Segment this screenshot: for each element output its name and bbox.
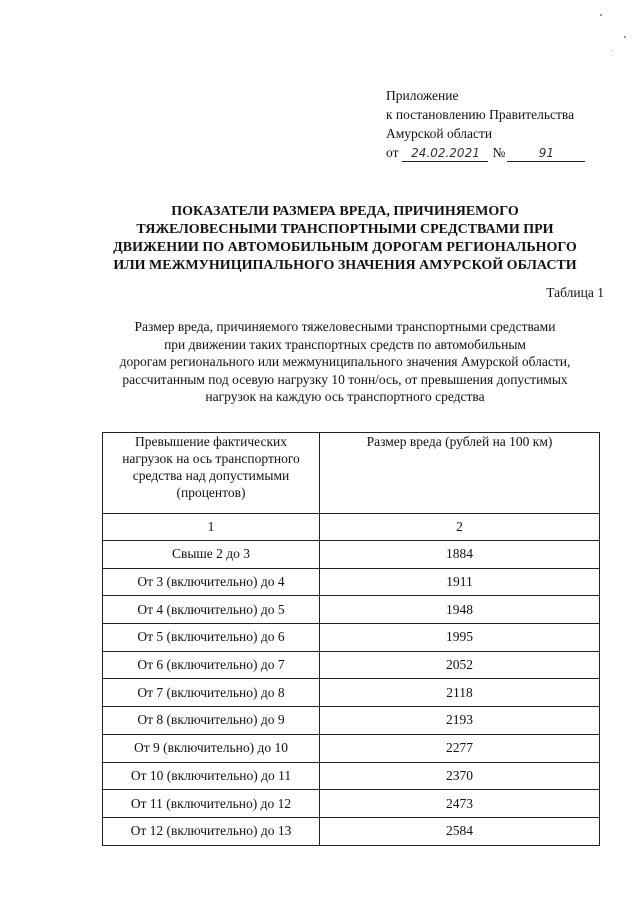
caption-line: нагрузок на каждую ось транспортного средства [205, 389, 485, 405]
table-row [103, 817, 600, 845]
title-line: ДВИЖЕНИИ ПО АВТОМОБИЛЬНЫМ ДОРОГАМ РЕГИОНАЛЬНОГО [113, 240, 577, 255]
range-cell: От 11 (включительно) до 12 [103, 790, 320, 818]
value-cell: 1911 [320, 568, 600, 596]
table-row [103, 762, 600, 790]
value-cell: 2118 [320, 679, 600, 707]
value-cell: 2473 [320, 790, 600, 818]
header-line: Превышение фактических [134, 434, 288, 449]
column-number: 2 [320, 514, 600, 541]
number-sign: № [492, 145, 506, 160]
document-title [90, 203, 600, 275]
date-prefix: от [386, 145, 399, 160]
range-cell: От 9 (включительно) до 10 [103, 734, 320, 762]
table-row [103, 651, 600, 679]
table-row [103, 568, 600, 596]
table-row [103, 707, 600, 735]
caption-line: рассчитанным под осевую нагрузку 10 тонн/ось, от превышения допустимых [122, 371, 568, 387]
appendix-line: к постановлению Правительства [386, 107, 575, 122]
scan-speck [624, 36, 626, 38]
table-caption [90, 318, 600, 406]
table-row [103, 734, 600, 762]
table-header-row [103, 433, 600, 514]
range-cell: От 10 (включительно) до 11 [103, 762, 320, 790]
table-row [103, 596, 600, 624]
value-cell: 2277 [320, 734, 600, 762]
header-line: (процентов) [176, 485, 246, 500]
range-cell: От 4 (включительно) до 5 [103, 596, 320, 624]
appendix-line: Приложение [386, 88, 459, 103]
range-cell: От 8 (включительно) до 9 [103, 707, 320, 735]
range-cell: От 3 (включительно) до 4 [103, 568, 320, 596]
range-cell: От 7 (включительно) до 8 [103, 679, 320, 707]
range-cell: От 5 (включительно) до 6 [103, 624, 320, 652]
handwritten-number: 91 [507, 146, 585, 162]
range-cell: От 12 (включительно) до 13 [103, 817, 320, 845]
title-line: ИЛИ МЕЖМУНИЦИПАЛЬНОГО ЗНАЧЕНИЯ АМУРСКОЙ ОБЛАСТИ [113, 258, 577, 273]
column-number: 1 [103, 514, 320, 541]
caption-line: Размер вреда, причиняемого тяжеловесными транспортными средствами [134, 319, 556, 334]
table-row [103, 679, 600, 707]
value-cell: 1884 [320, 541, 600, 569]
date-number-line [386, 143, 616, 162]
caption-line: дорогам регионального или межмуниципального значения Амурской области, [119, 354, 571, 370]
value-cell: 2193 [320, 707, 600, 735]
title-line: ПОКАЗАТЕЛИ РАЗМЕРА ВРЕДА, ПРИЧИНЯЕМОГО [171, 204, 519, 219]
scan-speck [600, 14, 602, 16]
header-col-overload [103, 433, 320, 514]
range-cell: Свыше 2 до 3 [103, 541, 320, 569]
column-number-row [103, 514, 600, 541]
appendix-block [386, 86, 616, 162]
title-line: ТЯЖЕЛОВЕСНЫМИ ТРАНСПОРТНЫМИ СРЕДСТВАМИ ПРИ [136, 222, 554, 237]
caption-line: при движении таких транспортных средств по автомобильным [164, 336, 526, 352]
value-cell: 2052 [320, 651, 600, 679]
header-line: нагрузок на ось транспортного [122, 451, 300, 466]
value-cell: 2584 [320, 817, 600, 845]
table-row [103, 541, 600, 569]
harm-table [102, 432, 600, 846]
table-row [103, 624, 600, 652]
scan-speck [612, 50, 613, 51]
header-line: средства над допустимыми [132, 468, 290, 483]
value-cell: 1948 [320, 596, 600, 624]
value-cell: 1995 [320, 624, 600, 652]
value-cell: 2370 [320, 762, 600, 790]
appendix-line: Амурской области [386, 126, 493, 141]
handwritten-date: 24.02.2021 [402, 146, 488, 162]
header-col-harm: Размер вреда (рублей на 100 км) [320, 433, 600, 514]
table-label: Таблица 1 [546, 285, 604, 300]
table-row [103, 790, 600, 818]
range-cell: От 6 (включительно) до 7 [103, 651, 320, 679]
